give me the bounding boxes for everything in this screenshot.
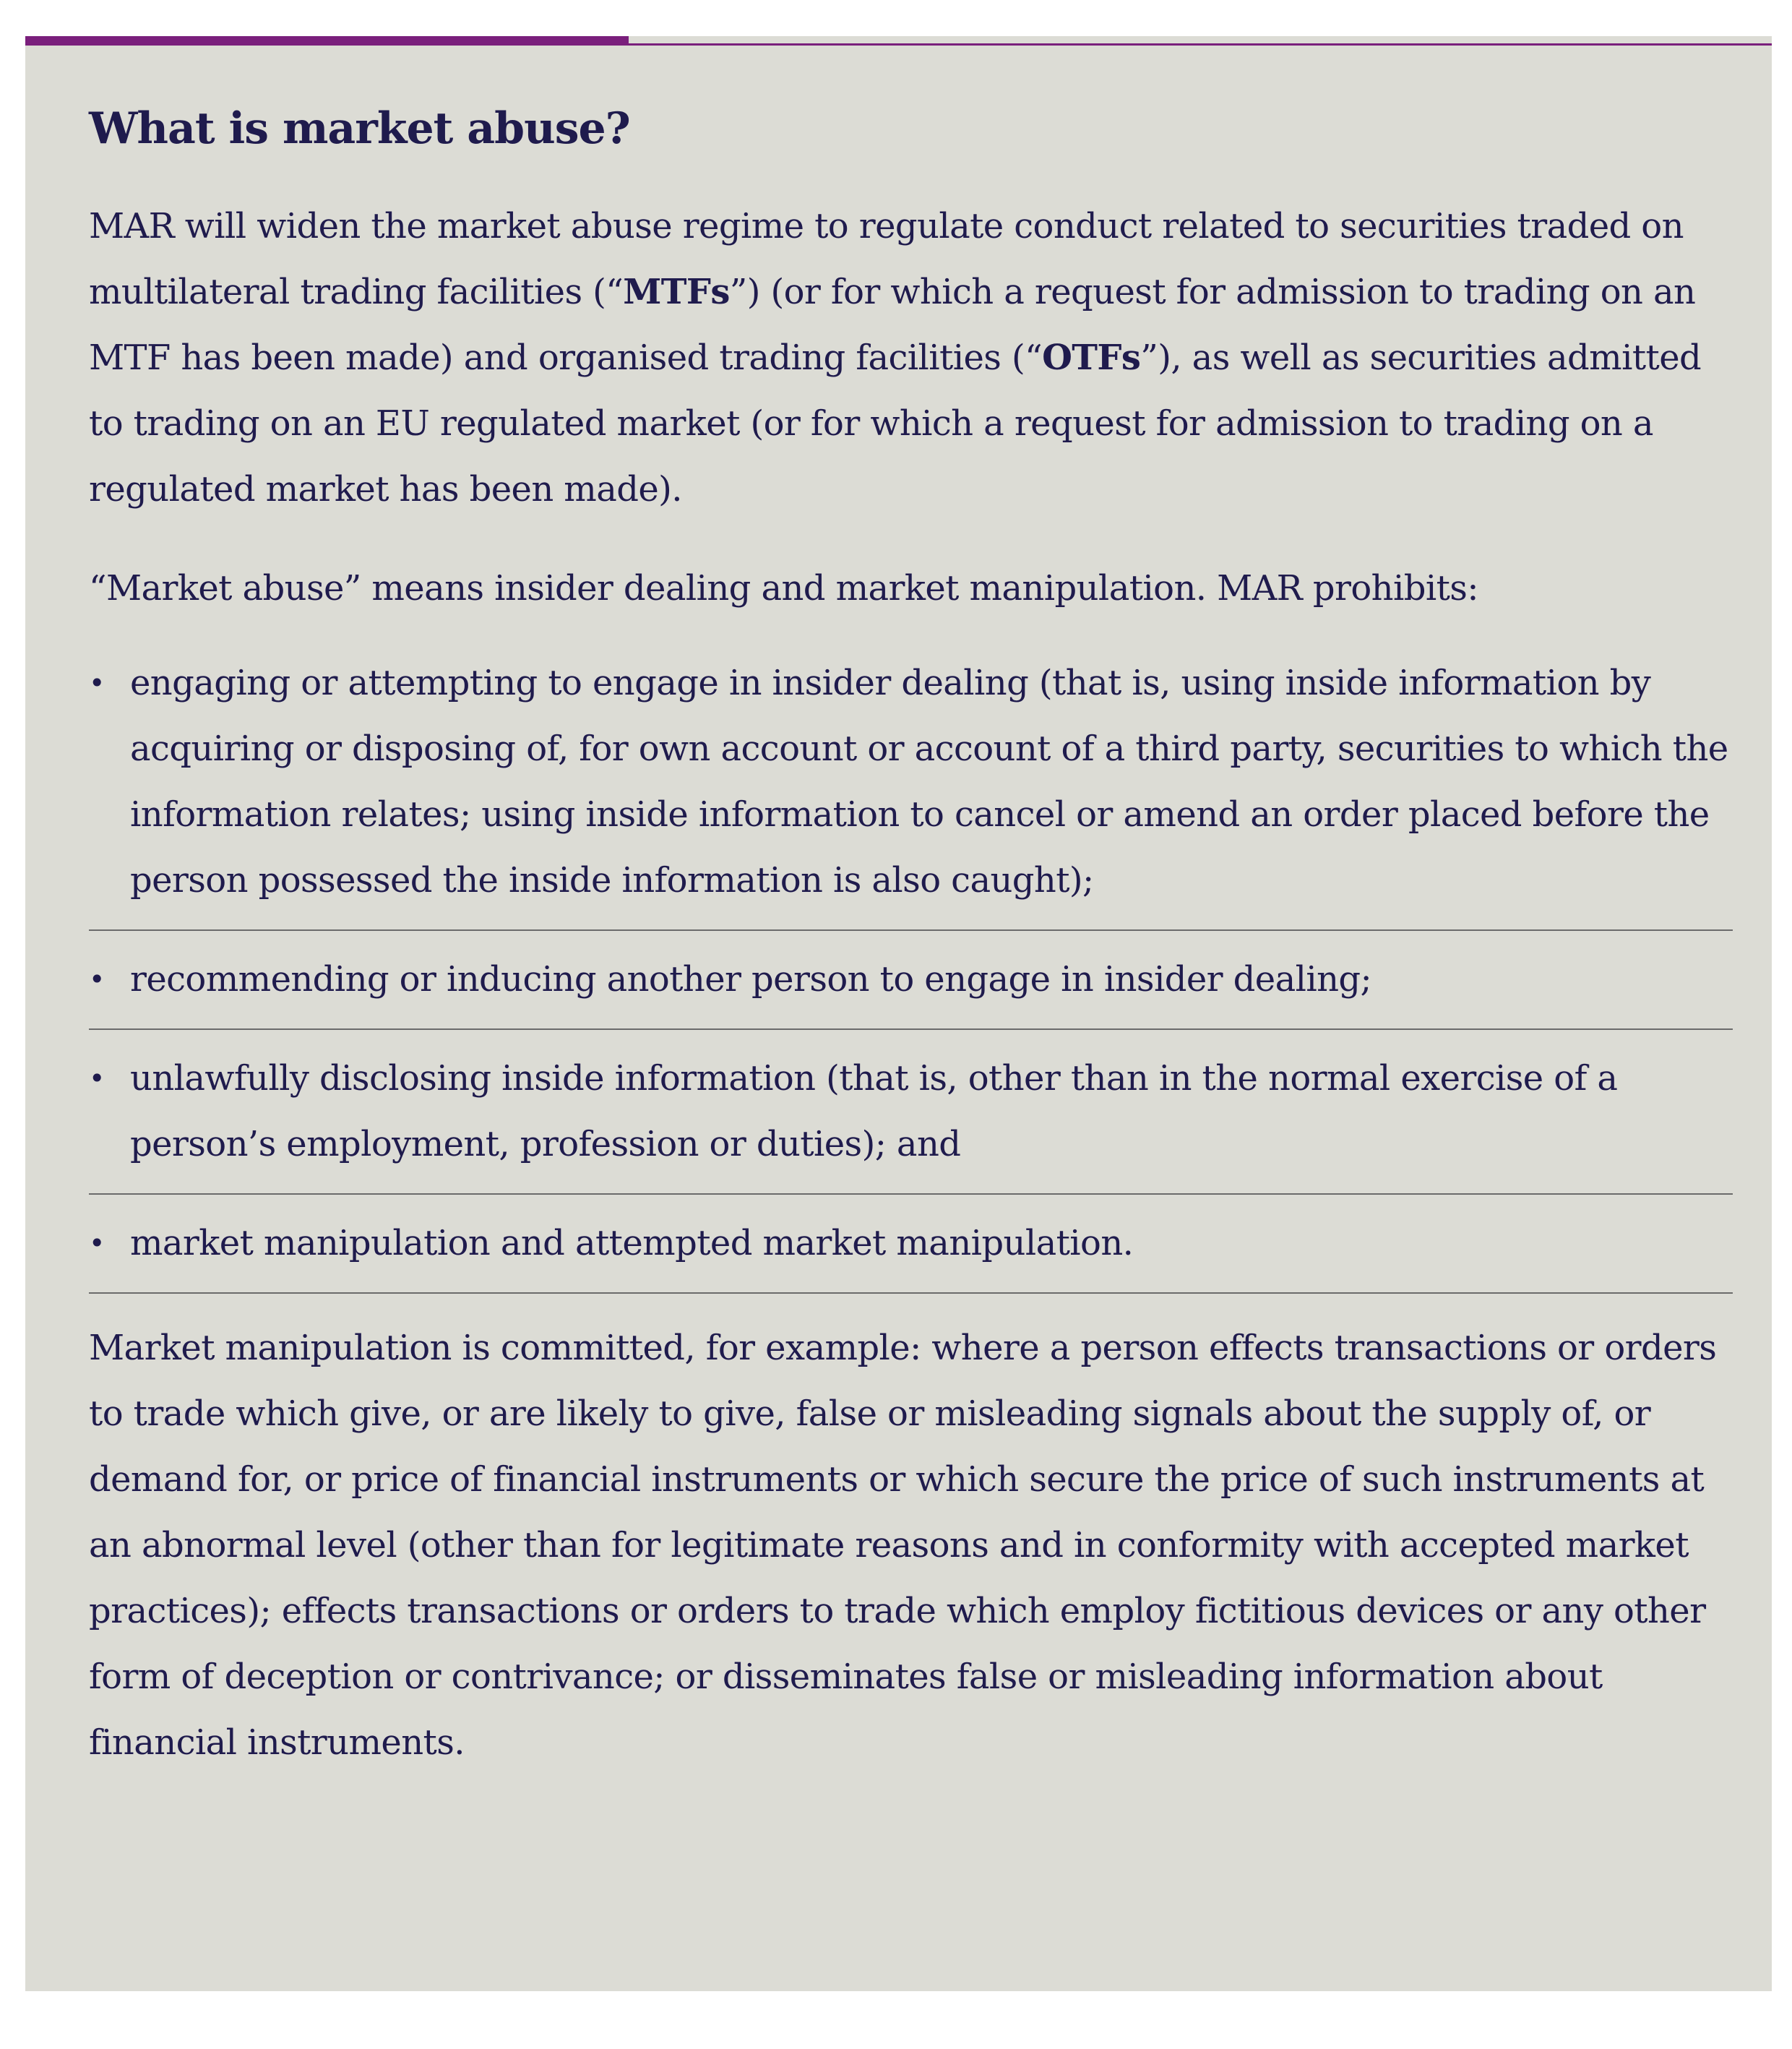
list-item-text: market manipulation and attempted market manipulation.: [130, 1223, 1134, 1263]
accent-bar: [25, 36, 629, 46]
panel-content: [89, 93, 1733, 1776]
list-item: [89, 650, 1733, 931]
intro-text-3: ”), as well as securities admitted to trading on an EU regulated market (or for which a request for admission to trading on a regulated market has been made).: [89, 338, 1702, 510]
otfs-term: OTFs: [1042, 338, 1141, 378]
bullet-icon: •: [89, 667, 105, 699]
market-abuse-panel: [25, 36, 1772, 1991]
bullet-icon: •: [89, 963, 105, 995]
definition-paragraph: “Market abuse” means insider dealing and market manipulation. MAR prohibits:: [89, 568, 1478, 609]
list-item-text: recommending or inducing another person to engage in insider dealing;: [130, 959, 1372, 1000]
bullet-icon: •: [89, 1227, 105, 1259]
manipulation-paragraph: Market manipulation is committed, for example: where a person effects transactions or orders to trade which give, or are likely to give, false or misleading signals about the supply of, or demand for, or price of financial instruments or which secure the price of such instruments at an abnormal level (other than for legitimate reasons and in conformity with accepted market practices); effects transactions or orders to trade which employ fictitious devices or any other form of deception or contrivance; or disseminates false or misleading information about financial instruments.: [89, 1328, 1717, 1763]
prohibitions-list: [89, 650, 1733, 1294]
list-item: [89, 931, 1733, 1030]
accent-rule: [629, 43, 1772, 46]
list-item-text: engaging or attempting to engage in insider dealing (that is, using inside information by acquiring or disposing of, for own account or account of a third party, securities to which the information relates; using inside information to cancel or amend an order placed before the person possessed the inside information is also caught);: [130, 663, 1728, 901]
intro-paragraph: [89, 194, 1733, 523]
mtfs-term: MTFs: [623, 272, 730, 312]
list-item: [89, 1195, 1733, 1294]
list-item: [89, 1030, 1733, 1195]
panel-title: What is market abuse?: [89, 103, 630, 154]
list-item-text: unlawfully disclosing inside information (that is, other than in the normal exercise of a person’s employment, profession or duties); and: [130, 1058, 1618, 1164]
intro-text-2: ”) (or for which a request for admission to trading on an MTF has been made) and organised trading facilities (“: [89, 272, 1696, 378]
bullet-icon: •: [89, 1062, 105, 1094]
intro-text-1: MAR will widen the market abuse regime to regulate conduct related to securities traded on multilateral trading facilities (“: [89, 206, 1684, 312]
